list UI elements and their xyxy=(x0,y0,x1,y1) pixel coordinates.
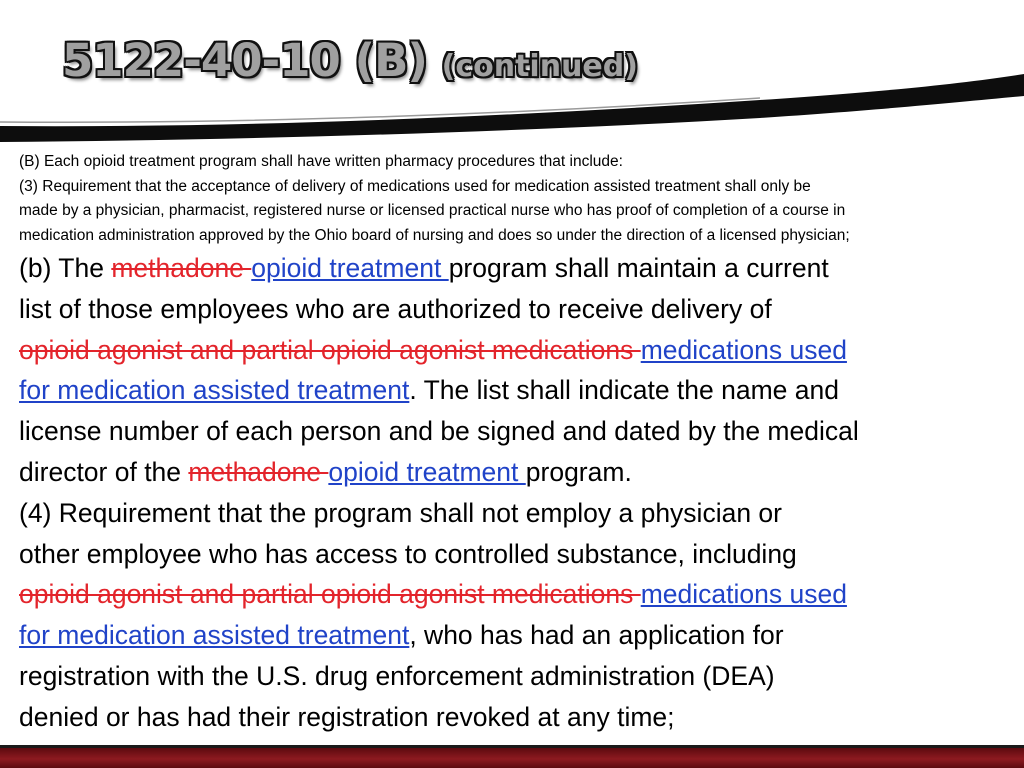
item-3-line: medication administration approved by the Ohio board of nursing and does so under the direction of a licensed physician; xyxy=(19,226,850,244)
header-swoosh xyxy=(0,68,1024,148)
text-line xyxy=(19,370,1009,411)
paragraph-4 xyxy=(19,493,1009,738)
text-line xyxy=(19,574,1009,615)
deleted-text: methadone xyxy=(188,456,329,487)
text-span: program shall maintain a current xyxy=(448,253,829,283)
item-3-line: made by a physician, pharmacist, registered nurse or licensed practical nurse who has proof of completion of a course in xyxy=(19,202,846,219)
text-span: . The list shall indicate the name and xyxy=(409,375,839,406)
deleted-text: opioid agonist and partial opioid agonist medications xyxy=(19,579,641,610)
intro-line: (B) Each opioid treatment program shall have written pharmacy procedures that include: xyxy=(19,153,623,170)
deleted-text: methadone xyxy=(111,253,252,283)
text-span: program. xyxy=(525,456,632,487)
inserted-text: for medication assisted treatment xyxy=(19,620,410,651)
text-line: list of those employees who are authorized to receive delivery of xyxy=(19,293,772,324)
text-line xyxy=(19,330,1009,371)
text-line xyxy=(19,615,1009,656)
paragraph-b xyxy=(19,248,1009,493)
text-span: , who has had an application for xyxy=(409,620,784,651)
inserted-text: opioid treatment xyxy=(251,253,449,283)
inserted-text: medications used xyxy=(640,579,847,610)
slide-title-main: 5122-40-10 (B) xyxy=(62,34,427,87)
slide-body xyxy=(19,150,1009,738)
text-line xyxy=(19,248,1009,289)
deleted-text: opioid agonist and partial opioid agonist medications xyxy=(19,334,641,365)
text-line: denied or has had their registration revoked at any time; xyxy=(19,701,675,732)
text-line: other employee who has access to controlled substance, including xyxy=(19,538,797,569)
text-span: director of the xyxy=(19,456,189,487)
inserted-text: medications used xyxy=(640,334,847,365)
text-line xyxy=(19,452,1009,493)
item-3-line: (3) Requirement that the acceptance of delivery of medications used for medication assisted treatment shall only be xyxy=(19,177,811,195)
text-line: registration with the U.S. drug enforcement administration (DEA) xyxy=(19,660,775,691)
text-line: license number of each person and be signed and dated by the medical xyxy=(19,416,859,447)
text-line: (4) Requirement that the program shall not employ a physician or xyxy=(19,497,782,528)
slide-title-sub: (continued) xyxy=(441,49,638,84)
inserted-text: for medication assisted treatment xyxy=(19,375,410,406)
footer-bar xyxy=(0,745,1024,768)
inserted-text: opioid treatment xyxy=(328,456,526,487)
text-span: (b) The xyxy=(19,253,112,283)
